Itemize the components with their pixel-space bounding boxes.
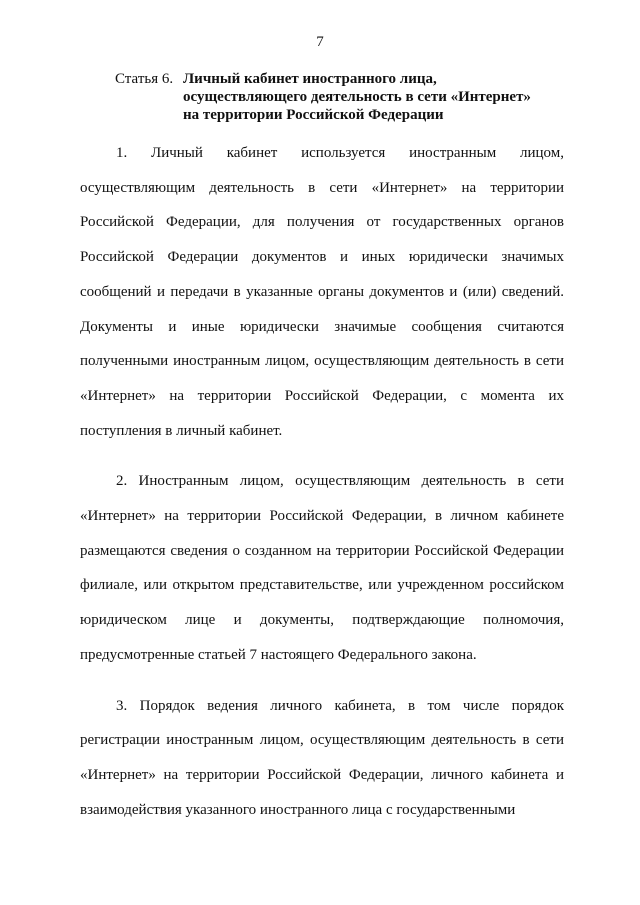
article-title-line: Личный кабинет иностранного лица, [183,71,437,87]
paragraph-3: 3. Порядок ведения личного кабинета, в том числе порядок регистрации иностранным лицом, осуществляющим деятельность в сети «Интернет» на территории Российской Федерации, личного кабинета и взаимодействия указанного иностранного лица с государственными [80,697,564,818]
article-body [80,136,564,827]
page-number: 7 [316,34,324,50]
paragraph-1: 1. Личный кабинет используется иностранным лицом, осуществляющим деятельность в сети «Интернет» на территории Российской Федерации, для получения от государственных органов Российской Федерации документов и иных юридически значимых сообщений и передачи в указанные органы документов и (или) сведений. Документы и иные юридически значимые сообщения считаются полученными иностранным лицом, осуществляющим деятельность в сети «Интернет» на территории Российской Федерации, с момента их поступления в личный кабинет. [80,145,564,439]
article-label: Статья 6. [115,71,174,87]
paragraph-2: 2. Иностранным лицом, осуществляющим деятельность в сети «Интернет» на территории Российской Федерации, в личном кабинете размещаются сведения о созданном на территории Российской Федерации филиале, или открытом представительстве, или учрежденном российском юридическом лице и документы, подтверждающие полномочия, предусмотренные статьей 7 настоящего Федерального закона. [80,473,564,663]
article-title-line: осуществляющего деятельность в сети «Интернет» [183,89,531,105]
article-title-line: на территории Российской Федерации [183,107,444,123]
article-title [183,70,573,124]
